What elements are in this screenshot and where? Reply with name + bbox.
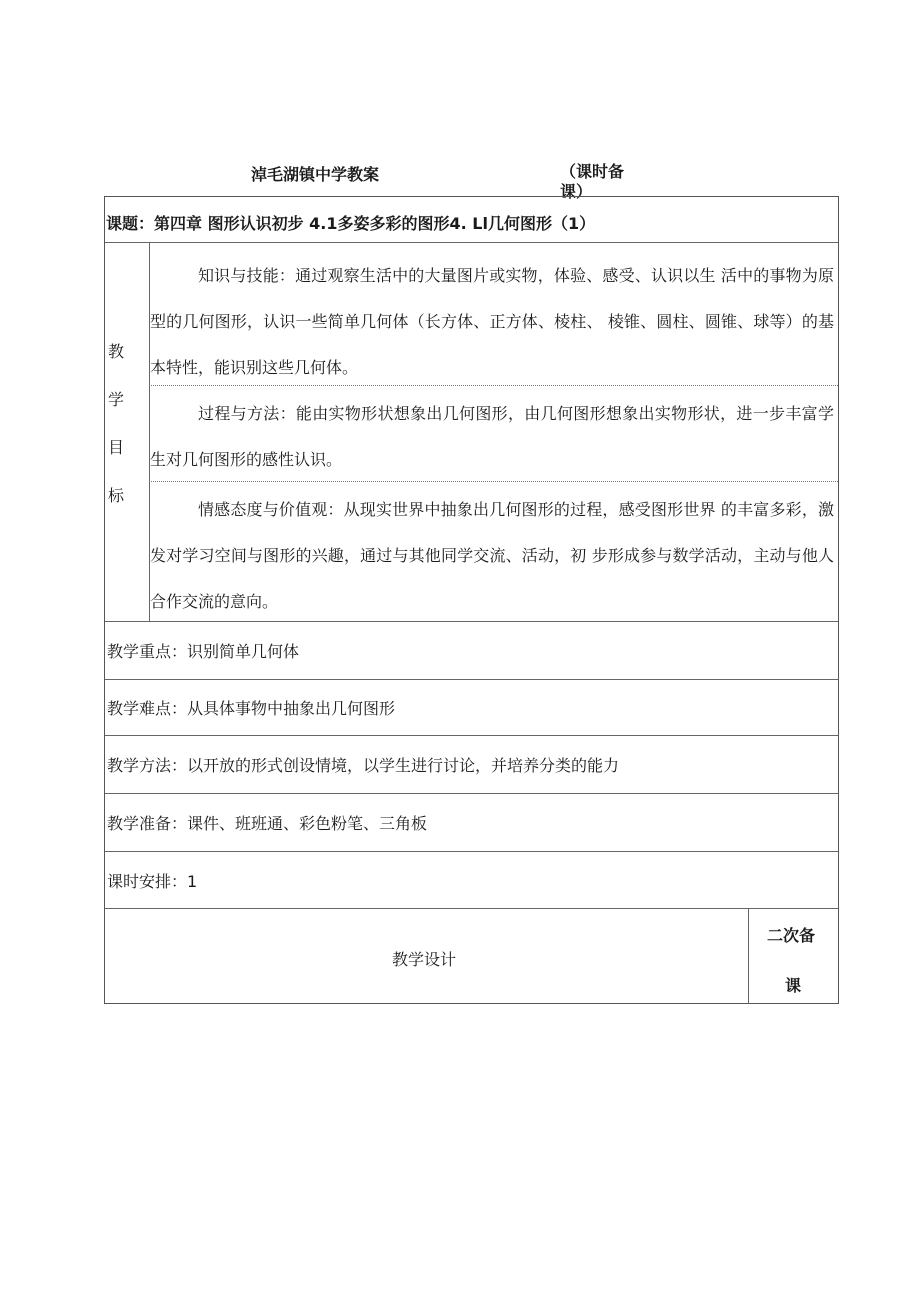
objective-emotion: 情感态度与价值观：从现实世界中抽象出几何图形的过程，感受图形世界 的丰富多彩，激发对学习空间与图形的兴趣，通过与其他同学交流、活动，初 步形成参与数学活动，主动与他人合作交流的意向。 [150, 500, 834, 611]
second-prep-label: 课 [785, 976, 802, 995]
objectives-label-char: 标 [108, 486, 125, 505]
class-schedule: 课时安排：1 [107, 872, 198, 891]
teaching-preparation: 教学准备：课件、班班通、彩色粉笔、三角板 [107, 814, 428, 833]
topic: 课题：第四章 图形认识初步 4.1多姿多彩的图形4. Ll几何图形（1） [106, 214, 596, 233]
column-divider [748, 908, 749, 1004]
objectives-label-char: 目 [108, 438, 125, 457]
objective-process: 过程与方法：能由实物形状想象出几何图形，由几何图形想象出实物形状，进一步丰富学生对几何图形的感性认识。 [150, 404, 834, 469]
difficulty: 教学难点：从具体事物中抽象出几何图形 [107, 699, 396, 718]
row-divider [105, 793, 838, 794]
row-divider [105, 679, 838, 680]
key-point: 教学重点：识别简单几何体 [107, 642, 300, 661]
lesson-plan-table [104, 196, 839, 1004]
objectives-label-char: 学 [108, 390, 125, 409]
row-divider [105, 851, 838, 852]
school-title: 淖毛湖镇中学教案 [251, 165, 380, 184]
second-prep-label: 二次备 [767, 926, 816, 945]
teaching-method: 教学方法：以开放的形式创设情境，以学生进行讨论，并培养分类的能力 [107, 756, 620, 775]
row-divider [105, 908, 838, 909]
objectives-label-char: 教 [108, 342, 125, 361]
objective-knowledge: 知识与技能：通过观察生活中的大量图片或实物，体验、感受、认识以生 活中的事物为原型的几何图形，认识一些简单几何体（长方体、正方体、棱柱、 棱锥、圆柱、圆锥、球等）的基本特性，能识别这些几何体。 [150, 266, 834, 377]
lesson-type: （课时备课） [560, 162, 625, 201]
teaching-design-label: 教学设计 [392, 950, 457, 969]
row-divider [105, 735, 838, 736]
row-divider [105, 242, 838, 243]
